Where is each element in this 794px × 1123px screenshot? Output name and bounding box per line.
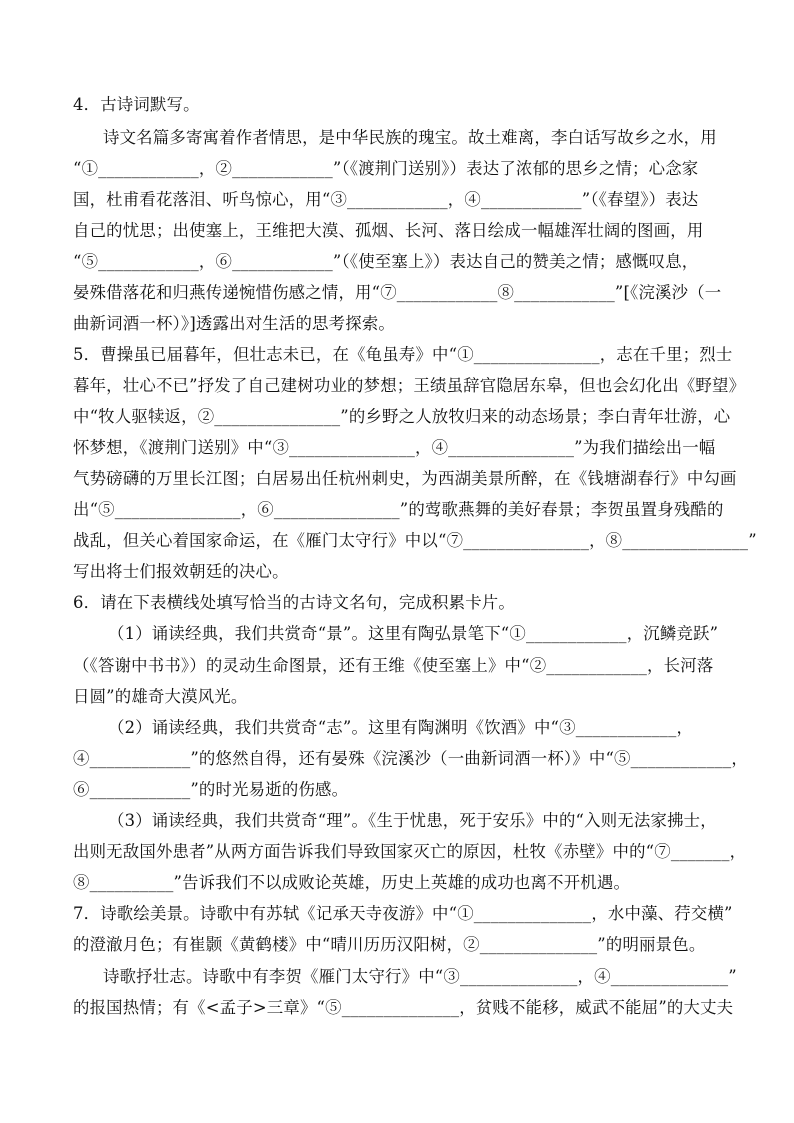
q5-text-line: 战乱，但关心着国家命运，在《雁门太守行》中以“⑦_______________，⑧_______________” xyxy=(73,531,757,550)
q4-text-line: 诗文名篇多寄寓着作者情思，是中华民族的瑰宝。故土难离，李白话写故乡之水，用 xyxy=(103,128,717,147)
q5-text-line: 气势磅礴的万里长江图；白居易出任杭州刺史，为西湖美景所醉，在《钱塘湖春行》中勾画 xyxy=(73,469,737,488)
q5-text-line: 写出将士们报效朝廷的决心。 xyxy=(73,562,289,581)
q6-2-text-line: ④____________”的悠然自得，还有晏殊《浣溪沙（一曲新词酒一杯）》中“⑤____________， xyxy=(73,749,748,768)
q6-2-text-line: ⑥____________”的时光易逝的伤感。 xyxy=(73,780,349,799)
q5-text-line: 中“牧人驱犊返，②_______________”的乡野之人放牧归来的动态场景；李白青年壮游，心 xyxy=(73,407,731,426)
q5-text-line: 怀梦想，《渡荆门送别》中“③_______________，④_______________”为我们描绘出一幅 xyxy=(73,438,716,457)
q5-text-line: 出“⑤_______________，⑥_______________”的莺歌燕舞的美好春景；李贺虽置身残酷的 xyxy=(73,500,724,519)
q4-text-line: 晏殊借落花和归燕传递惋惜伤感之情，用“⑦____________⑧____________”[《浣溪沙（一 xyxy=(73,283,722,302)
q5-text-line: 暮年，壮心不已”抒发了自己建树功业的梦想；王绩虽辞官隐居东皋，但也会幻化出《野望》 xyxy=(73,376,746,395)
q4-text-line: “①____________，②____________”（《渡荆门送别》）表达了浓郁的思乡之情；心念家 xyxy=(73,159,699,178)
q6-3-text-line: 出则无敌国外患者”从两方面告诉我们导致国家灭亡的原因，杜牧《赤壁》中的“⑦_______， xyxy=(73,842,747,861)
q6-1-text-line: 日圆”的雄奇大漠风光。 xyxy=(73,687,248,706)
q6-title: 6．请在下表横线处填写恰当的古诗文名句，完成积累卡片。 xyxy=(73,593,515,612)
q4-text-line: 自己的忧思；出使塞上，王维把大漠、孤烟、长河、落日绘成一幅雄浑壮阔的图画，用 xyxy=(73,221,704,240)
q6-1-text-line: （1）诵读经典，我们共赏奇“景”。这里有陶弘景笔下“①____________，沉鳞竞跃” xyxy=(108,624,719,643)
q4-text-line: “⑤____________，⑥____________”（《使至塞上》）表达自己的赞美之情；感慨叹息， xyxy=(73,252,699,271)
q6-3-text-line: ⑧__________”告诉我们不以成败论英雄，历史上英雄的成功也离不开机遇。 xyxy=(73,873,631,892)
q7-title: 7．诗歌绘美景。诗歌中有苏轼《记承天寺夜游》中“①______________，水中藻、荇交横” xyxy=(73,904,733,923)
q6-1-text-line: （《答谢中书书》）的灵动生命图景，还有王维《使至塞上》中“②____________，长河落 xyxy=(73,656,714,675)
q7-text-line: 诗歌抒壮志。诗歌中有李贺《雁门太守行》中“③______________，④______________” xyxy=(103,967,737,986)
q4-text-line: 曲新词酒一杯）》]透露出对生活的思考探索。 xyxy=(73,314,396,333)
q5-title: 5．曹操虽已届暮年，但壮志未已，在《龟虽寿》中“①_______________，志在千里；烈士 xyxy=(73,345,733,364)
q7-text-line: 的报国热情；有《<孟子>三章》“⑤______________，贫贱不能移，威武不能屈”的大丈夫 xyxy=(73,998,734,1017)
q6-3-text-line: （3）诵读经典，我们共赏奇“理”。《生于忧患，死于安乐》中的“入则无法家拂士， xyxy=(108,811,717,830)
q6-2-text-line: （2）诵读经典，我们共赏奇“志”。这里有陶渊明《饮酒》中“③____________， xyxy=(108,718,694,737)
q7-text-line: 的澄澈月色；有崔颢《黄鹤楼》中“晴川历历汉阳树，②______________”的明丽景色。 xyxy=(73,935,706,954)
q4-text-line: 国，杜甫看花落泪、听鸟惊心，用“③____________，④____________”（《春望》）表达 xyxy=(73,190,699,209)
q4-title: 4．古诗词默写。 xyxy=(73,95,200,114)
